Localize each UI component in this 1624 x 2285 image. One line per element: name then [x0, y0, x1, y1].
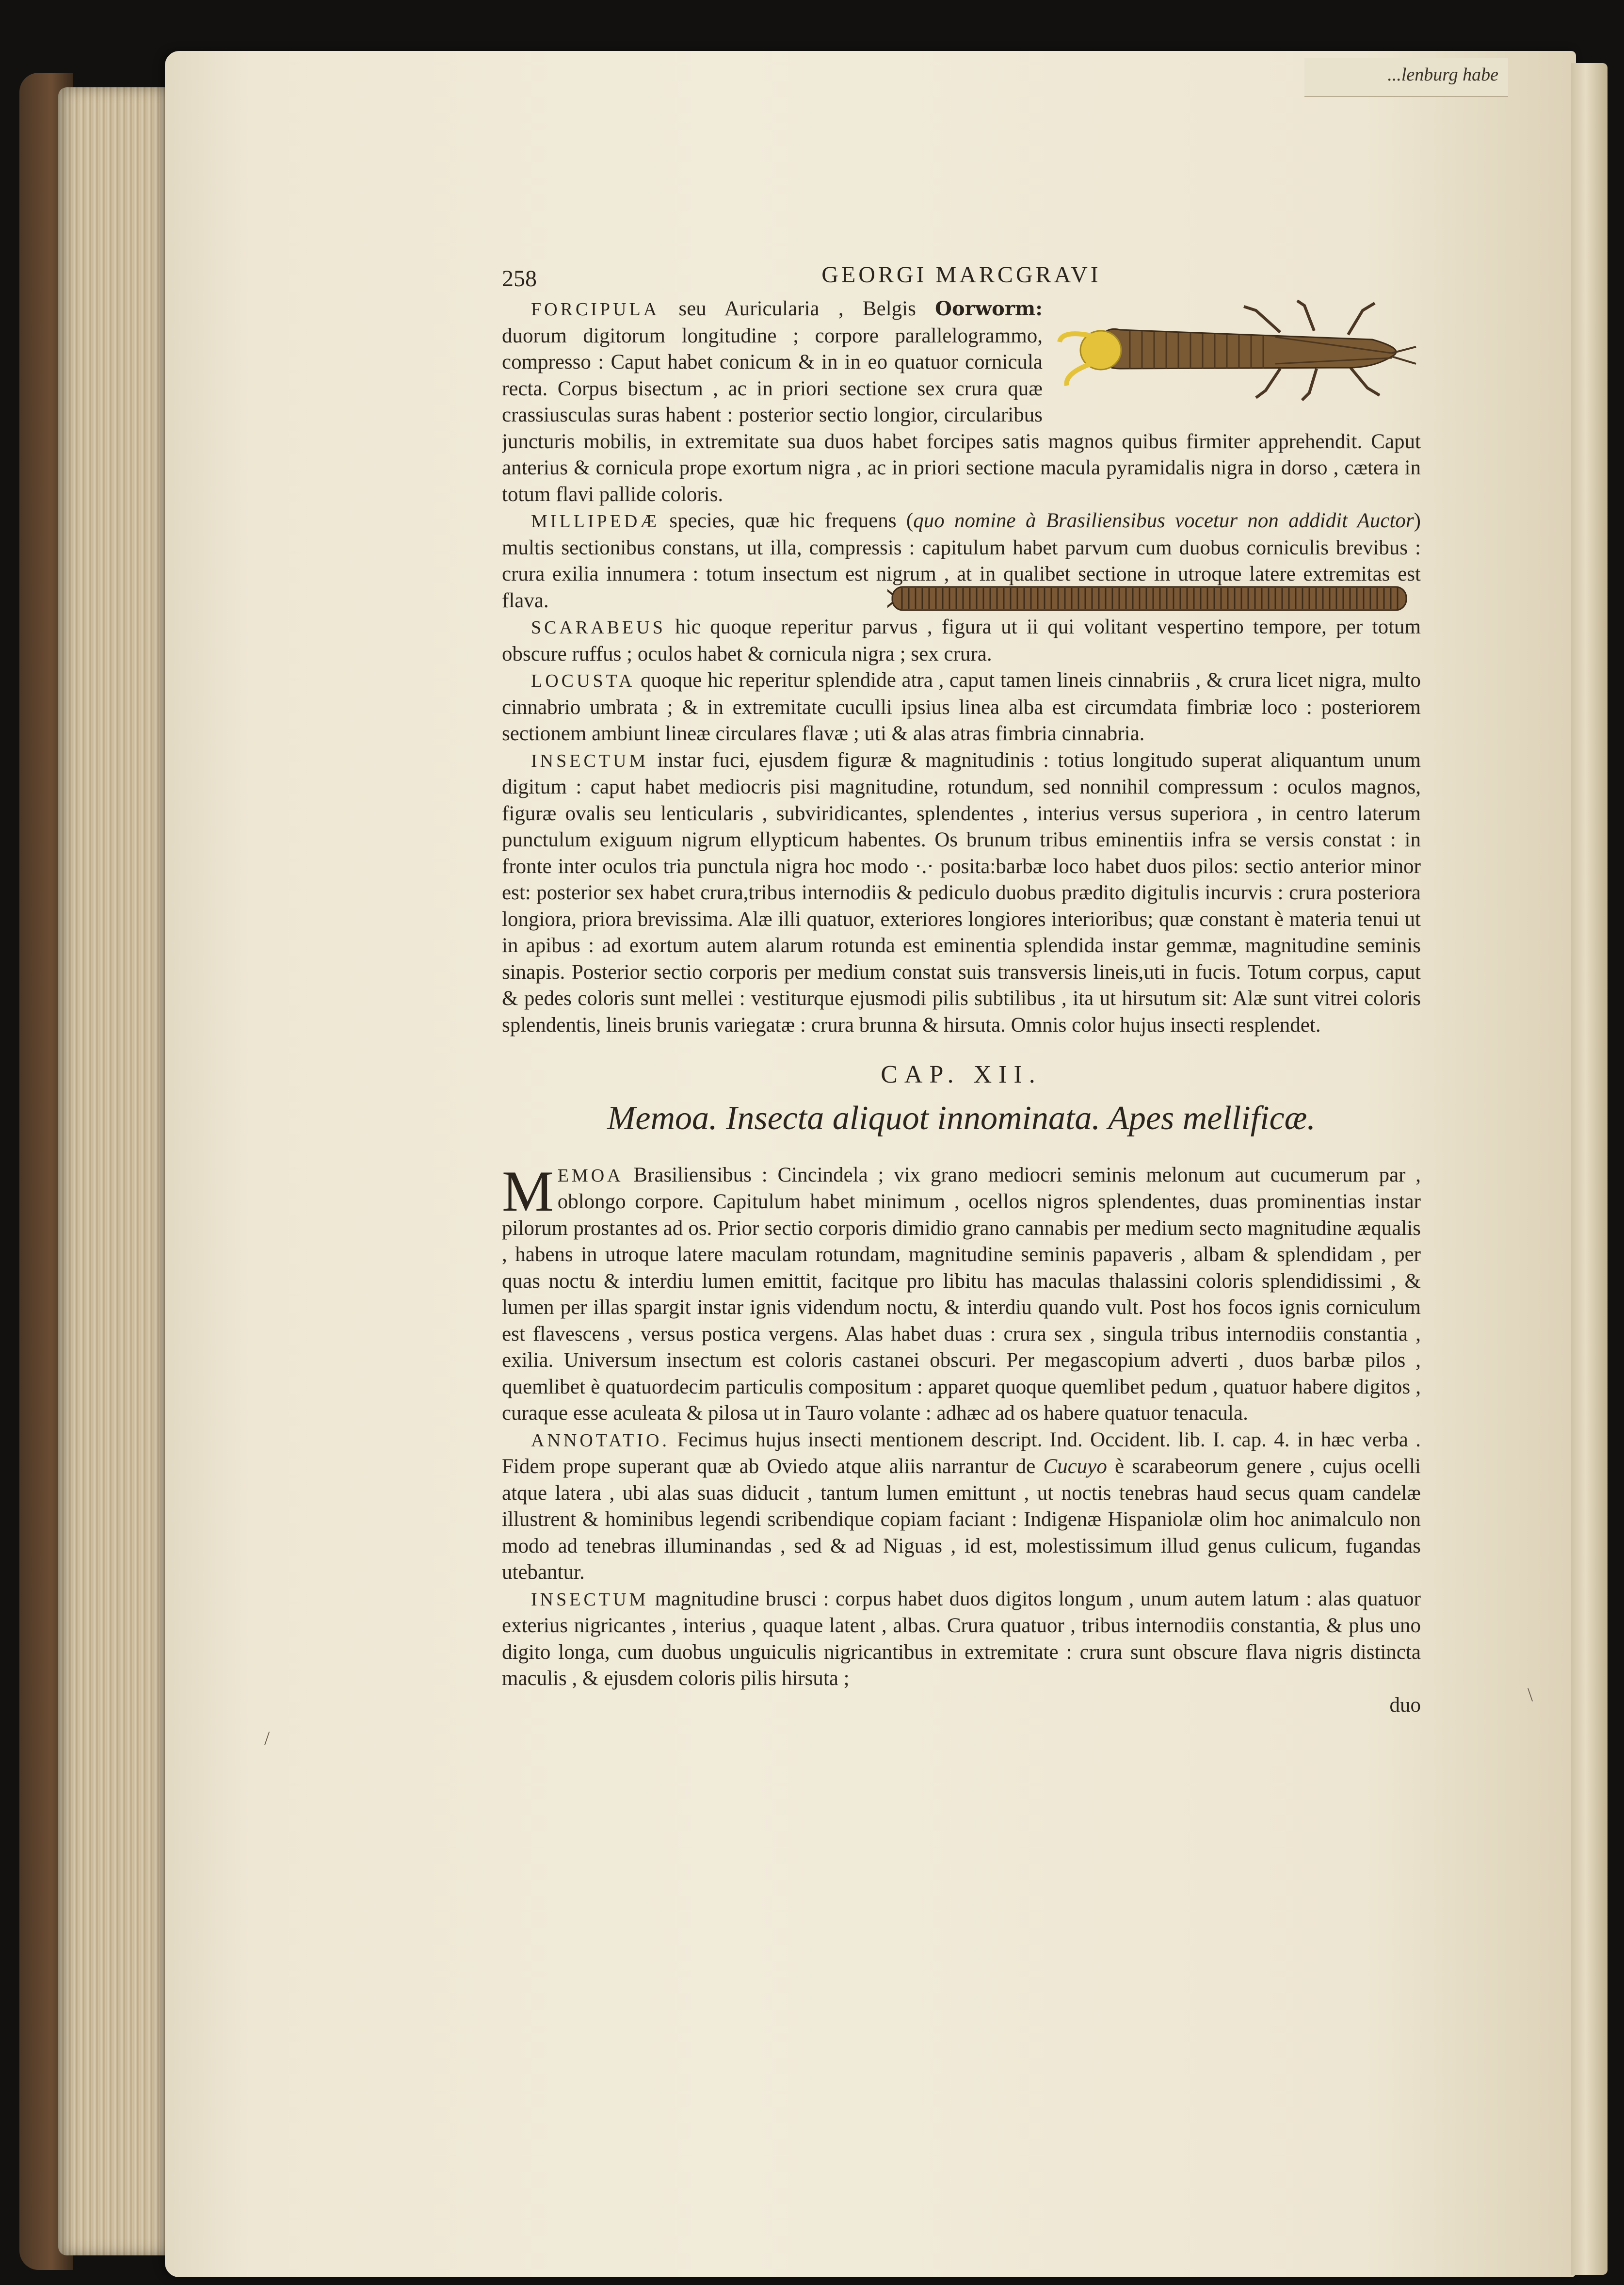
- margin-mark: /: [264, 1727, 270, 1749]
- text-span: quoque hic reperitur splendide atra , caput tamen lineis cinnabriis , & crura licet nigra, multo cinnabrio umbrata ; & in extremitate cuculli ipsius linea alba est circumdata fimbriæ loco : posteriorem sectionem ambiunt lineæ circulares flavæ ; uti & alas atras fimbria cinnabria.: [502, 669, 1421, 745]
- bookmark-tab-label: ...lenburg habe: [1304, 58, 1508, 97]
- running-head: [502, 262, 1421, 296]
- page-content: [502, 262, 1421, 1718]
- text-span: duorum digitorum longitudine ; corpore parallelogrammo, compresso : Caput habet conicum & in in eo quatuor cornicula recta. Corpus bisectum , ac in priori sectione sex crura quæ crassiusculas suras habent : posterior sectio longior, circularibus juncturis mobilis, in extremitate sua duos habet forcipes satis magnos quibus firmiter apprehendit. Caput anterius & cornicula prope exortum nigra , ac in priori sectione macula pyramidalis nigra in dorso , cætera in totum flavi pallide coloris.: [502, 324, 1421, 506]
- chapter-number: CAP. XII.: [881, 1061, 1042, 1088]
- italic-word: Cucuyo: [1043, 1455, 1107, 1478]
- text-span: ) multis sectionibus constans, ut illa, compressis : capitulum habet parvum cum duobus corniculis brevibus : crura exilia innumera : totum insectum est nigrum , at in qualibet sectione in utroque latere extremitas est flava.: [502, 509, 1421, 612]
- forcipula-block: [502, 296, 1421, 508]
- paragraph-forcipula: [502, 296, 1421, 508]
- paragraph-memoa: [502, 1158, 1421, 1427]
- blackletter-word: Oorworm:: [935, 297, 1043, 320]
- running-title: GEORGI MARCGRAVI: [821, 262, 1101, 288]
- text-span: Brasiliensibus : Cincindela ; vix grano mediocri seminis melonum aut cucumerum par , oblongo corpore. Capitulum habet minimum , ocellos nigros splendentes, duas prominentias instar pilorum prostantes ad os. Prior sectio corporis dimidio grano cannabis per medium secto magnitudine æqualis , habens in utroque latere maculam rotundam, magnitudine seminis papaveris , albam & splendidam , per quas noctu & interdiu lumen emittit, facitque pro libitu has maculas thalassini coloris splendidissimi , & lumen per illas spargit instar ignis videndum noctu, & interdiu quando vult. Post hos focos ignis corniculum est flavescens , versus postica vergens. Alas habet duas : crura sex , singula tribus internodiis constantia , exilia. Universum insectum est coloris castanei obscuri. Per megascopium adverti , duos barbæ pilos , quemlibet è quatuordecim particulis compositum : apparet quoque quemlibet pedum , quatuor habere digitos , curaque esse aculeata & pilosa ut in Tauro volante : adhæc ad os habere quatuor tenacula.: [502, 1163, 1421, 1425]
- paragraph-annotatio: [502, 1427, 1421, 1586]
- paragraph-insectum-fuci: [502, 747, 1421, 1039]
- lead-word: ANNOTATIO.: [531, 1430, 670, 1451]
- earwig-illustration: [1052, 296, 1421, 412]
- page-number: 258: [502, 266, 537, 292]
- text-span: species, quæ hic frequens (: [659, 509, 914, 532]
- lead-word: MILLIPEDÆ: [531, 511, 660, 532]
- text-span: instar fuci, ejusdem figuræ & magnitudinis : totius longitudo superat aliquantum unum digitum : caput habet mediocris pisi magnitudine, rotundum, sed nonnihil compressum : oculos magnos, figuræ ovalis seu lenticularis , subviridicantes, splendentes , interius versus superiora , in centro laterum punctulum exiguum nigrum ellypticum habentes. Os brunum tribus eminentiis infra se versis constat : in fronte inter oculos tria punctula nigra hoc modo ·.· posita:barbæ loco habet duos pilos: sectio anterior minor est: posterior sex habet crura,tribus internodiis & pediculo duobus prædito digitulis incurvis : crura posteriora longiora, priora brevissima. Alæ illi quatuor, exteriores longiores interioribus; quæ constant è materia tenui ut in apibus : ad exortum autem alarum rotunda est eminentia splendida instar gemmæ, magnitudine seminis sinapis. Posterior sectio corporis per medium constat suis transversis lineis,uti in fucis. Totum corpus, caput & pedes coloris sunt mellei : vestiturque ejusmodi pilis subtilibus , ita ut hirsutum sit: Alæ sunt vitrei coloris splendentis, lineis brunis variegatæ : crura brunna & hirsuta. Omnis color hujus insecti resplendet.: [502, 748, 1421, 1037]
- lead-word: FORCIPULA: [531, 299, 660, 320]
- paragraph-scarabeus: [502, 614, 1421, 667]
- text-span: seu Auricularia , Belgis: [659, 297, 935, 320]
- text-span: magnitudine brusci : corpus habet duos digitos longum , unum autem latum : alas quatuor exterius nigricantes , interius , quaque latent , albas. Crura quatuor , tribus internodiis constantia, & plus uno digito longa, cum duobus unguiculis nigricantibus in extremitate : crura sunt obscure flava nigris distincta maculis , & ejusdem coloris pilis hirsuta ;: [502, 1587, 1421, 1690]
- catchword: duo: [1389, 1693, 1421, 1717]
- facing-page-edge: [1571, 63, 1608, 2275]
- lead-word: INSECTUM: [531, 750, 649, 771]
- millipede-illustration: [887, 580, 1416, 618]
- lead-word: EMOA: [557, 1165, 624, 1186]
- earwig-body: [1098, 329, 1396, 369]
- text-span: Fecimus hujus insecti mentionem descript. Ind. Occident. lib. I. cap. 4. in hæc verba . Fidem prope superant quæ ab Oviedo atque aliis narrantur de: [502, 1428, 1421, 1478]
- text-span: è scarabeorum genere , cujus ocelli atque latera , ubi alas suas diducit , tantum lumen emittunt , ut noctis tenebras haud secus quam candelæ illustrent & hominibus legendi scribendique copiam faciant : Indigenæ Hispaniolæ olim hoc animalculo non modo ad tenebras illuminandas , sed & ad Niguas , id est, molestissimum illud genus culicum, fugandas utebantur.: [502, 1455, 1421, 1584]
- lead-word: INSECTUM: [531, 1589, 649, 1610]
- italic-aside: quo nomine à Brasiliensibus vocetur non addidit Auctor: [913, 509, 1414, 532]
- lead-word: SCARABEUS: [531, 617, 666, 638]
- lead-word: LOCUSTA: [531, 671, 635, 691]
- paragraph-insectum-brusci: [502, 1586, 1421, 1692]
- drop-capital: M: [502, 1158, 554, 1223]
- margin-mark: \: [1528, 1684, 1533, 1705]
- text-span: hic quoque reperitur parvus , figura ut ii qui volitant vespertino tempore, per totum obscure ruffus ; oculos habet & cornicula nigra ; sex crura.: [502, 616, 1421, 665]
- paragraph-locusta: [502, 667, 1421, 747]
- chapter-title: Memoa. Insecta aliquot innominata. Apes mellificæ.: [607, 1099, 1316, 1137]
